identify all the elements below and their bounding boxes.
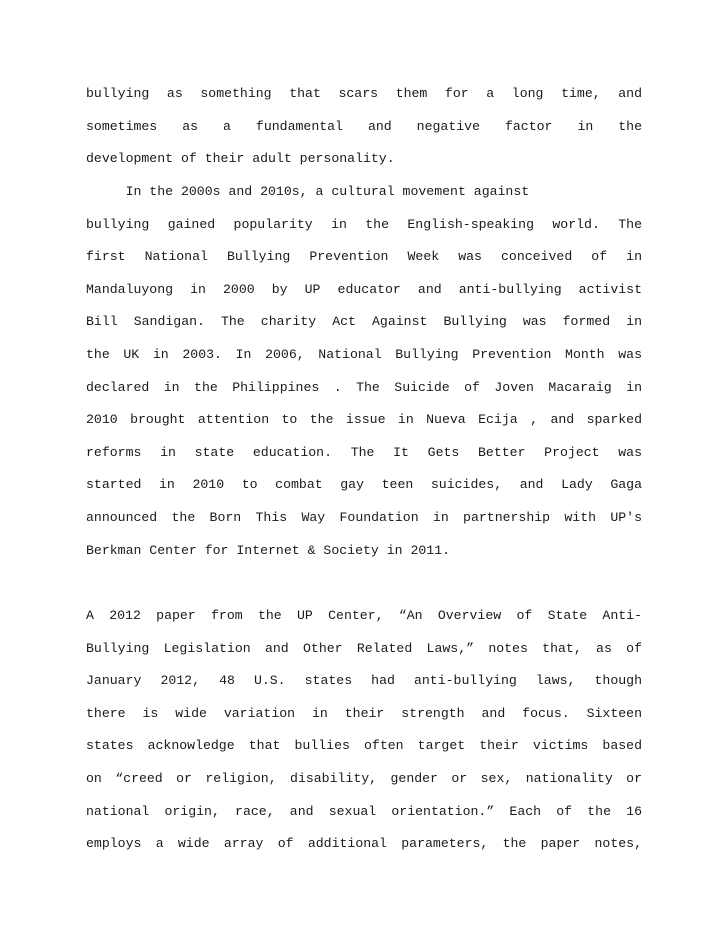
paragraph-line: Berkman Center for Internet & Society in 2011. xyxy=(86,542,451,558)
paragraph-1 xyxy=(86,78,642,176)
paragraph-line: Bullying Legislation and Other Related Laws,” notes that, as of xyxy=(86,640,642,656)
paragraph-line: on “creed or religion, disability, gender or sex, nationality or xyxy=(86,770,642,786)
paragraph-line: In the 2000s and 2010s, a cultural movement against xyxy=(86,184,530,199)
paragraph-line: reforms in state education. The It Gets Better Project was xyxy=(86,444,642,460)
paragraph-line: bullying as something that scars them for a long time, and xyxy=(86,86,642,101)
paragraph-line: started in 2010 to combat gay teen suicides, and Lady Gaga xyxy=(86,477,642,493)
paragraph-line: A 2012 paper from the UP Center, “An Overview of State Anti- xyxy=(86,608,642,623)
paragraph-line: employs a wide array of additional parameters, the paper notes, xyxy=(86,836,642,852)
paragraph-line: January 2012, 48 U.S. states had anti-bullying laws, though xyxy=(86,673,642,689)
paragraph-line: Mandaluyong in 2000 by UP educator and anti-bullying activist xyxy=(86,281,642,297)
paragraph-line: 2010 brought attention to the issue in Nueva Ecija , and sparked xyxy=(86,412,642,428)
paragraph-line: sometimes as a fundamental and negative factor in the xyxy=(86,118,642,134)
paragraph-line: states acknowledge that bullies often target their victims based xyxy=(86,738,642,754)
paragraph-line: national origin, race, and sexual orientation.” Each of the 16 xyxy=(86,803,642,819)
paragraph-3 xyxy=(86,600,642,861)
paragraph-line: announced the Born This Way Foundation in partnership with UP's xyxy=(86,509,642,525)
paragraph-2 xyxy=(86,176,642,567)
paragraph-line: first National Bullying Prevention Week was conceived of in xyxy=(86,249,642,265)
paragraph-line: Bill Sandigan. The charity Act Against Bullying was formed in xyxy=(86,314,642,330)
paragraph-line: there is wide variation in their strength and focus. Sixteen xyxy=(86,705,642,721)
paragraph-line: declared in the Philippines . The Suicide of Joven Macaraig in xyxy=(86,379,642,395)
paragraph-line: bullying gained popularity in the English-speaking world. The xyxy=(86,216,642,232)
paragraph-line: development of their adult personality. xyxy=(86,151,395,167)
paragraph-line: the UK in 2003. In 2006, National Bullying Prevention Month was xyxy=(86,346,642,362)
